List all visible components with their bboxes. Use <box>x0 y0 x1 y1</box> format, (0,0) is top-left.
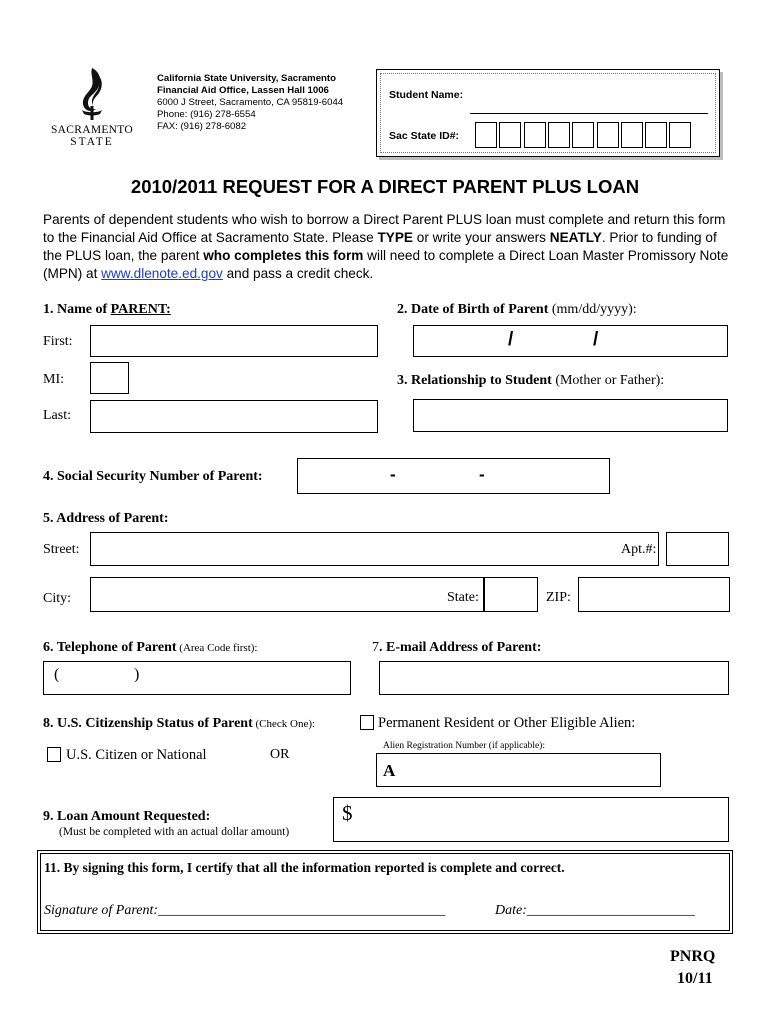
ssn-dash-2: - <box>479 465 485 484</box>
sac-state-id-digit-box[interactable] <box>669 122 691 148</box>
signature-line[interactable]: Signature of Parent:_________________________________________ <box>44 903 446 918</box>
last-name-input[interactable] <box>90 400 378 433</box>
sac-state-id-digit-box[interactable] <box>524 122 546 148</box>
intro-paragraph: Parents of dependent students who wish to borrow a Direct Parent PLUS loan must complete and return this form to the Financial Aid Office at Sacramento State. Please TYPE or write your answers NEATLY. Prior to funding of the PLUS loan, the parent who completes this form will need to complete a Direct Loan Master Promissory Note (MPN) at www.dlenote.ed.gov and pass a credit check. <box>43 212 729 281</box>
intro-who-emphasis: who completes this form <box>203 248 364 263</box>
street-address: 6000 J Street, Sacramento, CA 95819-6044 <box>157 97 344 109</box>
area-code-open-paren: ( <box>54 666 60 683</box>
form-code: PNRQ <box>670 948 716 965</box>
office-name: Financial Aid Office, Lassen Hall 1006 <box>157 85 329 97</box>
office-address-block <box>157 73 343 133</box>
dob-slash-1: / <box>508 329 514 350</box>
alien-registration-input[interactable] <box>376 753 661 787</box>
ssn-input[interactable] <box>297 458 610 494</box>
zip-input[interactable] <box>578 577 730 612</box>
telephone-input[interactable] <box>43 661 351 695</box>
section6-heading: 6. Telephone of Parent (Area Code first): <box>43 640 258 655</box>
sac-state-id-digit-box[interactable] <box>572 122 594 148</box>
middle-initial-input[interactable] <box>90 362 129 394</box>
first-name-label: First: <box>43 334 73 349</box>
sac-state-id-digit-box[interactable] <box>621 122 643 148</box>
city-input[interactable] <box>90 577 484 612</box>
date-label: Date: <box>495 903 527 918</box>
section8-heading: 8. U.S. Citizenship Status of Parent (Check One): <box>43 716 316 731</box>
alien-prefix: A <box>383 761 396 780</box>
logo-line-sacramento: SACRAMENTO <box>50 124 134 136</box>
sacramento-state-logo <box>42 66 142 154</box>
relationship-input[interactable] <box>413 399 728 432</box>
permanent-resident-label: Permanent Resident or Other Eligible Alien: <box>378 715 636 731</box>
first-name-input[interactable] <box>90 325 378 357</box>
us-citizen-checkbox[interactable] <box>47 747 61 762</box>
email-input[interactable] <box>379 661 729 695</box>
dob-slash-2: / <box>593 329 599 350</box>
fax-number: FAX: (916) 278-6082 <box>157 121 247 133</box>
section7-heading: 7. E-mail Address of Parent: <box>372 640 542 655</box>
sac-state-id-digit-box[interactable] <box>499 122 521 148</box>
date-line[interactable]: Date:________________________ <box>495 903 695 918</box>
or-label: OR <box>270 747 290 762</box>
section4-heading: 4. Social Security Number of Parent: <box>43 469 263 484</box>
sac-state-id-digit-box[interactable] <box>475 122 497 148</box>
date-of-birth-input[interactable] <box>413 325 728 357</box>
sac-state-id-label: Sac State ID#: <box>389 130 460 142</box>
loan-amount-input[interactable] <box>333 797 729 842</box>
section5-heading: 5. Address of Parent: <box>43 511 169 526</box>
intro-type-emphasis: TYPE <box>377 230 414 245</box>
dollar-sign: $ <box>342 801 353 825</box>
us-citizen-label: U.S. Citizen or National <box>66 747 207 763</box>
loan-amount-note: (Must be completed with an actual dollar amount) <box>59 826 290 838</box>
section2-heading: 2. Date of Birth of Parent (mm/dd/yyyy): <box>397 302 637 317</box>
intro-neatly-emphasis: NEATLY <box>549 230 602 245</box>
phone-number: Phone: (916) 278-6554 <box>157 109 256 121</box>
ssn-dash-1: - <box>390 465 396 484</box>
signature-label: Signature of Parent: <box>44 903 159 918</box>
alien-registration-label: Alien Registration Number (if applicable): <box>383 741 545 751</box>
last-name-label: Last: <box>43 408 71 423</box>
state-label: State: <box>447 590 479 605</box>
section1-heading: 1. Name of PARENT: <box>43 302 171 317</box>
state-input[interactable] <box>484 577 538 612</box>
student-name-label: Student Name: <box>389 89 464 101</box>
street-label: Street: <box>43 542 80 557</box>
student-name-field[interactable] <box>470 113 708 114</box>
sac-state-id-digit-box[interactable] <box>597 122 619 148</box>
dlenote-link[interactable]: www.dlenote.ed.gov <box>101 266 223 281</box>
apt-label: Apt.#: <box>621 542 657 557</box>
zip-label: ZIP: <box>546 590 571 605</box>
apt-input[interactable] <box>666 532 729 566</box>
form-title: 2010/2011 REQUEST FOR A DIRECT PARENT PLUS LOAN <box>130 176 640 197</box>
sac-state-id-digit-box[interactable] <box>645 122 667 148</box>
area-code-close-paren: ) <box>134 666 140 683</box>
street-input[interactable] <box>90 532 659 566</box>
city-label: City: <box>43 591 72 606</box>
section3-heading: 3. Relationship to Student (Mother or Father): <box>397 373 665 388</box>
university-name: California State University, Sacramento <box>157 73 336 84</box>
form-revision: 10/11 <box>677 970 713 987</box>
logo-line-state: STATE <box>70 136 114 148</box>
certification-statement: 11. By signing this form, I certify that all the information reported is complete and correct. <box>44 860 565 875</box>
section9-heading: 9. Loan Amount Requested: <box>43 809 211 824</box>
middle-initial-label: MI: <box>43 372 64 387</box>
sac-state-id-digit-box[interactable] <box>548 122 570 148</box>
permanent-resident-checkbox[interactable] <box>360 715 374 730</box>
